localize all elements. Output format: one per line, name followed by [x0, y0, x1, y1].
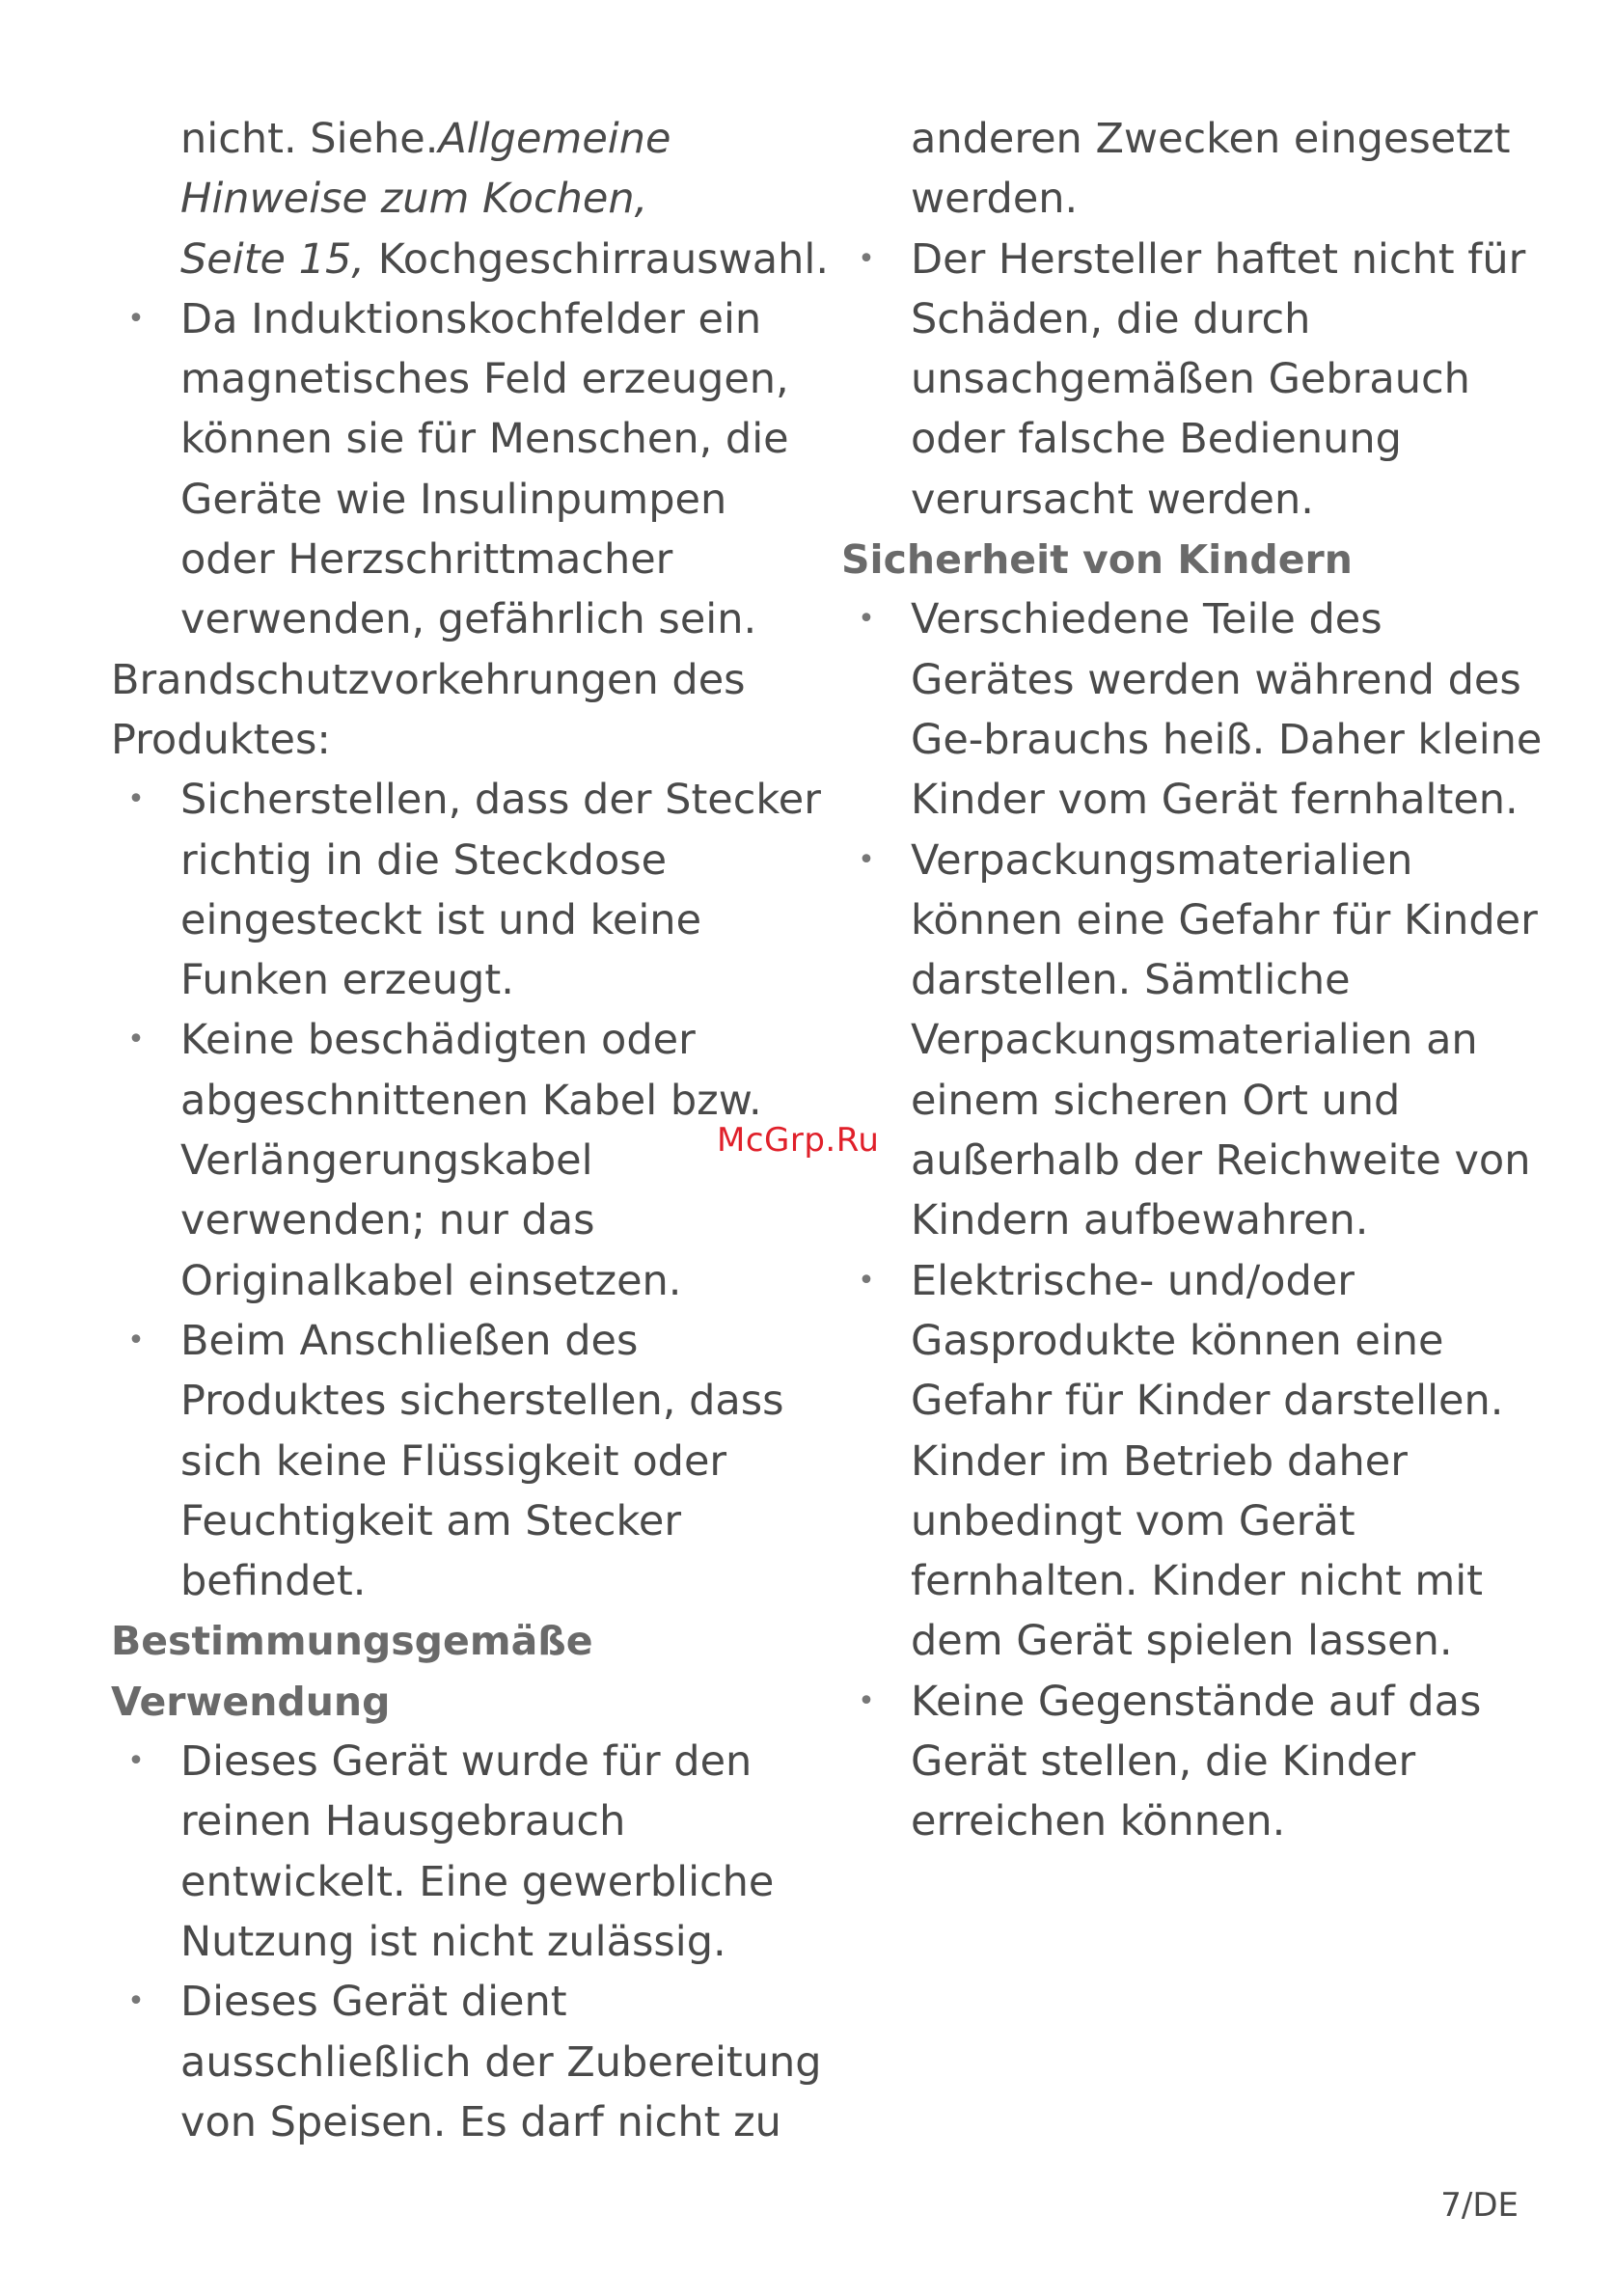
bullet-icon: •	[858, 1263, 875, 1298]
text-line: Der Hersteller haftet nicht für	[911, 234, 1526, 284]
text-line: richtig in die Steckdose	[180, 835, 668, 885]
bullet-hot-parts	[841, 589, 1543, 830]
text-line: Nutzung ist nicht zulässig.	[180, 1917, 726, 1966]
text-line: Gerätes werden während des	[911, 655, 1521, 704]
text-line: befindet.	[180, 1557, 367, 1606]
text-line: Schäden, die durch	[911, 294, 1311, 343]
text-fragment: Kochgeschirrauswahl.	[365, 234, 829, 284]
bullet-icon: •	[127, 301, 145, 336]
text-line: außerhalb der Reichweite von	[911, 1136, 1531, 1186]
text-line: erreichen können.	[911, 1797, 1286, 1846]
bullet-icon: •	[127, 1744, 145, 1779]
bullet-icon: •	[858, 842, 875, 877]
text-line: Gerät stellen, die Kinder	[911, 1737, 1416, 1787]
text-line: Sicherstellen, dass der Stecker	[180, 776, 821, 825]
bullet-icon: •	[858, 1683, 875, 1718]
text-line: Brandschutzvorkehrungen des	[111, 655, 746, 704]
bullet-icon: •	[858, 241, 875, 276]
text-line	[180, 109, 825, 169]
bullet-electric-gas-products	[841, 1251, 1536, 1672]
text-line: oder falsche Bedienung	[911, 415, 1402, 464]
text-line: Dieses Gerät wurde für den	[180, 1737, 753, 1787]
text-line: Verpackungsmaterialien	[911, 835, 1413, 885]
text-line: verursacht werden.	[911, 475, 1314, 524]
text-line: verwenden; nur das	[180, 1196, 595, 1245]
text-line: dem Gerät spielen lassen.	[911, 1617, 1453, 1666]
bullet-icon: •	[127, 782, 145, 817]
bullet-icon: •	[858, 602, 875, 637]
text-line: Gasprodukte können eine	[911, 1316, 1444, 1365]
cross-reference: Hinweise zum Kochen,	[180, 175, 648, 224]
text-line: ausschließlich der Zubereitung	[180, 2037, 822, 2087]
text-line: sich keine Flüssigkeit oder	[180, 1436, 727, 1486]
fire-safety-intro	[111, 650, 825, 771]
heading-line: Bestimmungsgemäße	[111, 1618, 593, 1665]
text-line: Originalkabel einsetzen.	[180, 1256, 682, 1305]
text-line: Funken erzeugt.	[180, 956, 514, 1005]
text-line: Geräte wie Insulinpumpen	[180, 475, 727, 524]
text-line: Da Induktionskochfelder ein	[180, 294, 762, 343]
text-line: können sie für Menschen, die	[180, 415, 789, 464]
text-line: Keine Gegenstände auf das	[911, 1677, 1482, 1726]
text-line: Elektrische- und/oder	[911, 1256, 1355, 1305]
bullet-objects	[841, 1672, 1536, 1852]
text-line: unbedingt vom Gerät	[911, 1496, 1355, 1545]
text-line: Dieses Gerät dient	[180, 1978, 567, 2027]
bullet-connect	[111, 1311, 825, 1611]
text-line: unsachgemäßen Gebrauch	[911, 355, 1470, 404]
bullet-plug	[111, 770, 825, 1010]
text-line: Verlängerungskabel	[180, 1136, 593, 1186]
bullet-icon: •	[127, 1323, 145, 1357]
text-line: werden.	[911, 175, 1079, 224]
bullet-packaging	[841, 831, 1536, 1251]
text-line: Kindern aufbewahren.	[911, 1196, 1369, 1245]
text-line: Produktes sicherstellen, dass	[180, 1377, 784, 1426]
bullet-household	[111, 1732, 825, 1972]
text-line: können eine Gefahr für Kinder	[911, 895, 1538, 944]
text-line: Gefahr für Kinder darstellen.	[911, 1377, 1504, 1426]
bullet-icon: •	[127, 1984, 145, 2019]
text-line: Verschiedene Teile des	[911, 595, 1382, 644]
text-line	[180, 169, 825, 229]
text-line: Produktes:	[111, 715, 331, 764]
right-column	[841, 109, 1543, 1852]
text-line: Keine beschädigten oder	[180, 1016, 696, 1065]
text-line: Kinder vom Gerät fernhalten.	[911, 776, 1519, 825]
text-line: darstellen. Sämtliche	[911, 956, 1351, 1005]
text-line: Kinder im Betrieb daher	[911, 1436, 1408, 1486]
section-heading-child-safety: Sicherheit von Kindern	[841, 536, 1353, 584]
text-line: magnetisches Feld erzeugen,	[180, 355, 789, 404]
text-line: Feuchtigkeit am Stecker	[180, 1496, 682, 1545]
text-line: reinen Hausgebrauch	[180, 1797, 626, 1846]
text-line	[180, 230, 829, 289]
cross-reference: Allgemeine	[438, 115, 671, 163]
bullet-manufacturer	[841, 230, 1536, 530]
text-fragment: nicht. Siehe.	[180, 115, 439, 163]
text-line: anderen Zwecken eingesetzt	[911, 115, 1511, 163]
bullet-induction	[111, 289, 825, 650]
continuation-paragraph	[841, 109, 1536, 230]
text-line: abgeschnittenen Kabel bzw.	[180, 1076, 762, 1125]
text-line: Verpackungsmaterialien an	[911, 1016, 1478, 1065]
text-line: von Speisen. Es darf nicht zu	[180, 2097, 781, 2146]
section-heading-intended-use	[111, 1611, 825, 1732]
page-number: 7/DE	[1440, 2186, 1519, 2225]
continuation-paragraph	[111, 109, 829, 289]
text-line: Beim Anschließen des	[180, 1316, 639, 1365]
text-line: Ge-brauchs heiß. Daher kleine	[911, 715, 1543, 764]
text-line: oder Herzschrittmacher	[180, 535, 673, 585]
text-line: fernhalten. Kinder nicht mit	[911, 1557, 1484, 1606]
watermark: McGrp.Ru	[717, 1121, 880, 1160]
heading-line: Verwendung	[111, 1678, 391, 1725]
cross-reference: Seite 15,	[180, 234, 366, 284]
text-line: entwickelt. Eine gewerbliche	[180, 1857, 775, 1906]
bullet-food	[111, 1972, 825, 2152]
bullet-cable	[111, 1010, 825, 1310]
text-line: eingesteckt ist und keine	[180, 895, 702, 944]
bullet-icon: •	[127, 1023, 145, 1057]
text-line: einem sicheren Ort und	[911, 1076, 1401, 1125]
text-line: verwenden, gefährlich sein.	[180, 595, 757, 644]
